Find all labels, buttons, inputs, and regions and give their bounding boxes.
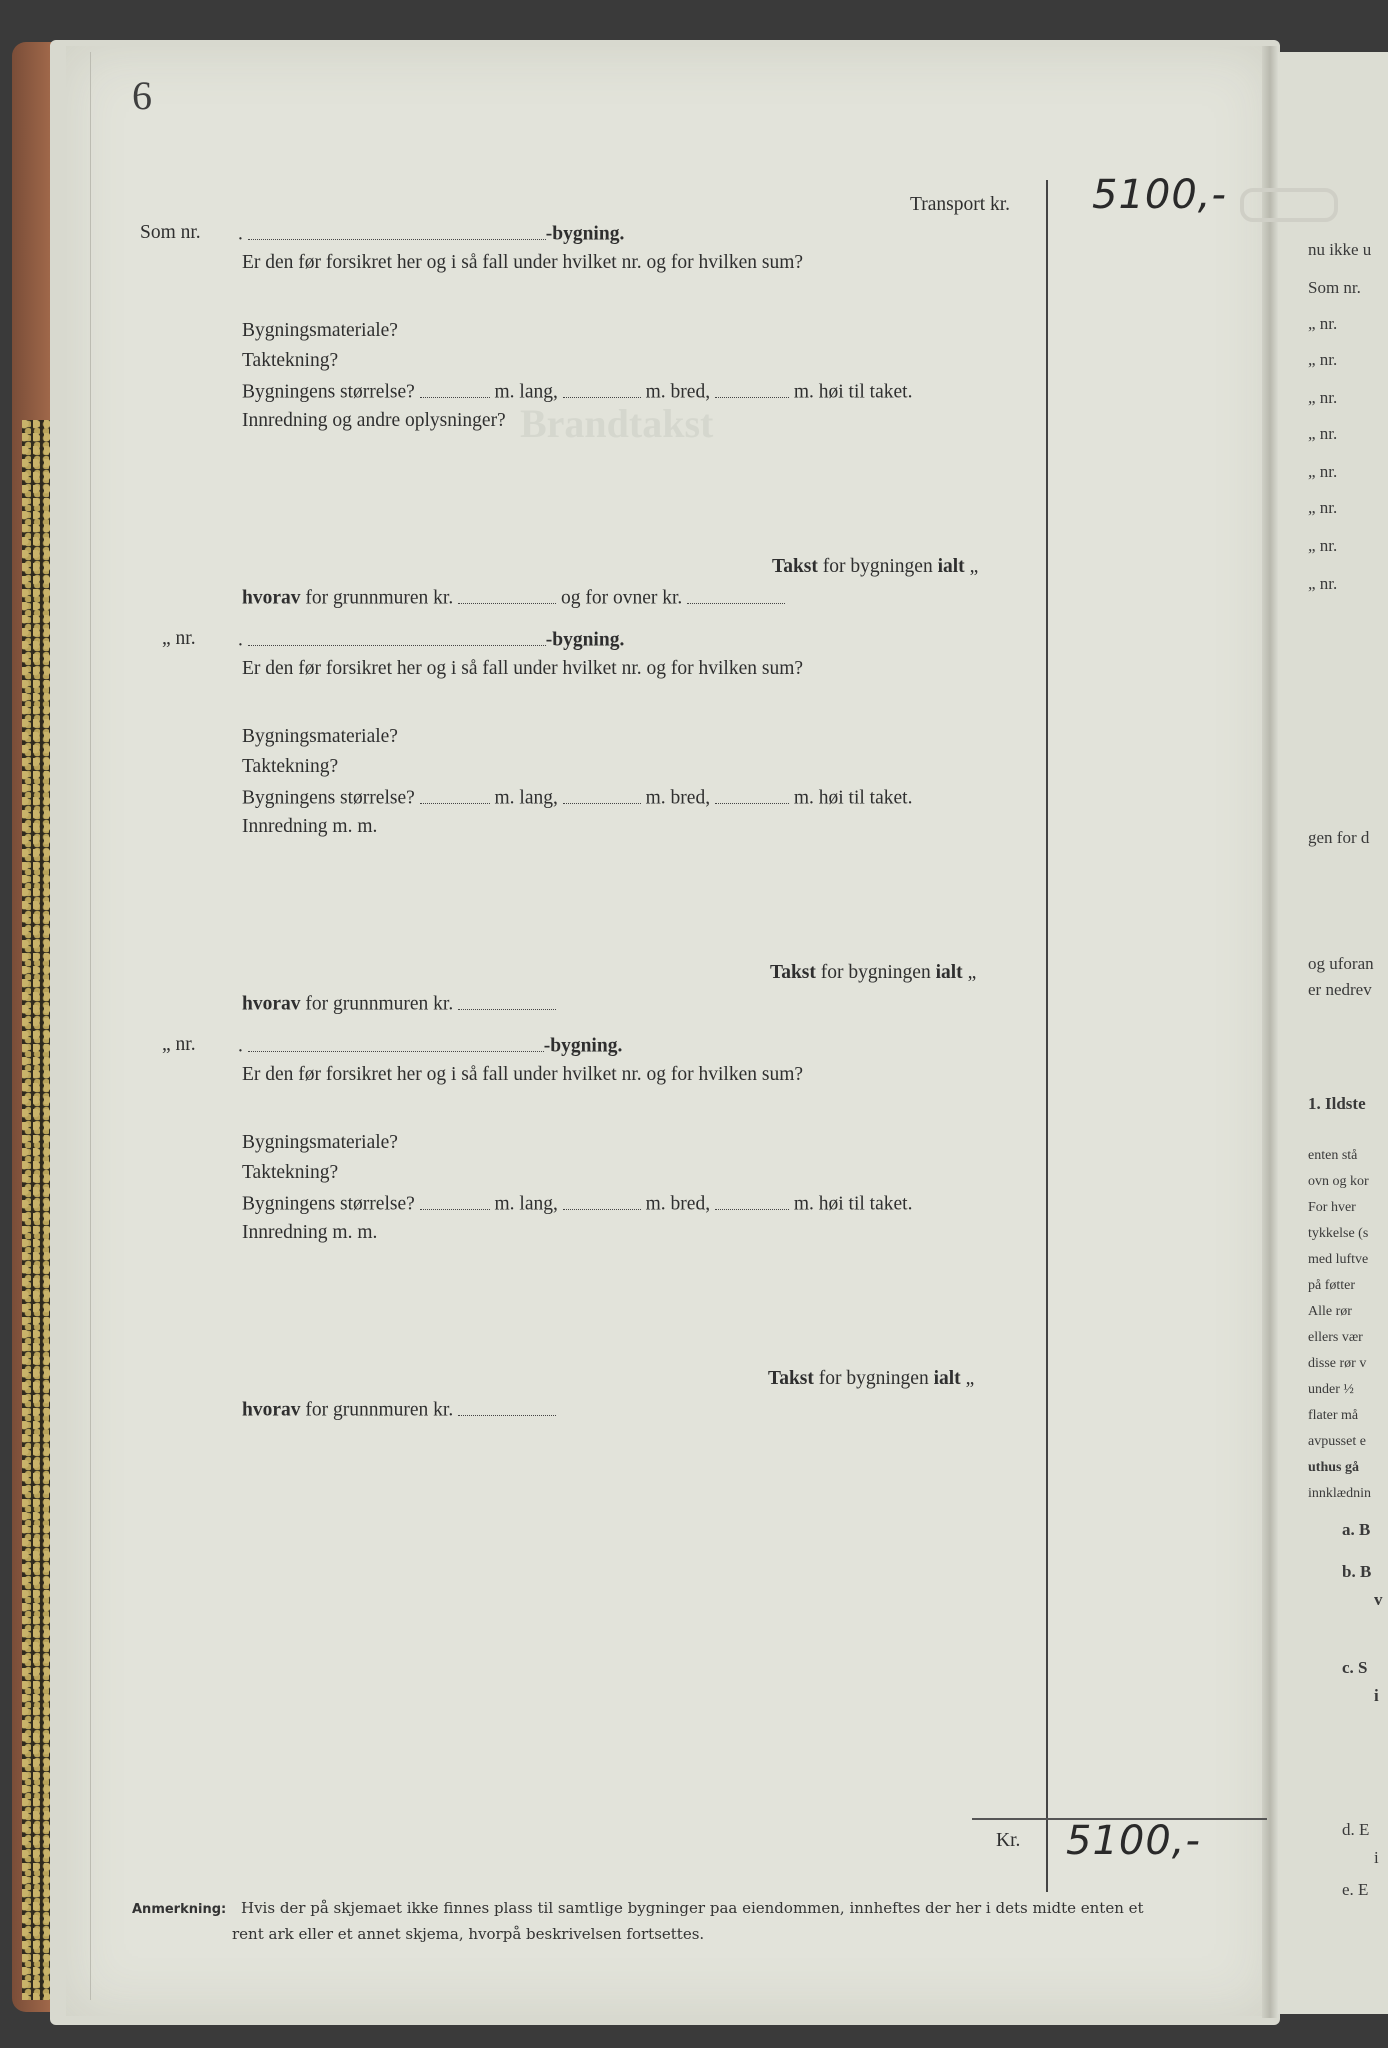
page-number: 6 (132, 73, 152, 118)
rp-line: „ nr. (1308, 388, 1338, 407)
rp-line: gen for d (1308, 828, 1370, 847)
takst-mid: for bygningen (818, 1368, 929, 1389)
rp-line: nu ikke u (1308, 240, 1372, 259)
margin-line (90, 52, 91, 2000)
rp-line: og uforan (1308, 954, 1374, 973)
material-label: Bygningsmateriale? (242, 1132, 398, 1153)
building-suffix: -bygning. (545, 629, 625, 651)
width-unit: m. bred, (645, 787, 711, 809)
height-unit: m. høi til taket. (793, 787, 913, 809)
size-row (242, 380, 912, 404)
rp-line: b. B (1342, 1562, 1372, 1581)
section-prefix: „ nr. (162, 628, 196, 649)
ialt-word: ialt (935, 962, 963, 983)
rp-line: c. S (1342, 1658, 1368, 1677)
grunnmur-label: for grunnmuren kr. (305, 587, 454, 609)
ovner-label: og for ovner kr. (560, 587, 683, 609)
rp-line: innklædnin (1308, 1486, 1372, 1501)
anmerkning-label: Anmerkning: (132, 1902, 227, 1917)
length-unit: m. lang, (494, 381, 558, 403)
total-amount: 5100,- (1066, 1818, 1201, 1864)
material-label: Bygningsmateriale? (242, 726, 398, 747)
hvorav-word: hvorav (242, 1399, 301, 1421)
bleed-through-text: Brandtakst (520, 401, 714, 446)
size-row (242, 786, 912, 810)
building-line: . -bygning. (238, 1035, 623, 1057)
building-suffix: -bygning. (543, 1035, 623, 1057)
building-suffix: -bygning. (545, 223, 625, 245)
ialt-word: ialt (933, 1368, 961, 1389)
size-label: Bygningens størrelse? (242, 787, 415, 809)
size-row (242, 1192, 912, 1216)
takst-word: Takst (768, 1368, 814, 1389)
interior-label: Innredning og andre oplysninger? (242, 410, 506, 431)
roof-label: Taktekning? (242, 756, 339, 777)
rp-line: „ nr. (1308, 498, 1338, 517)
insured-question: Er den før forsikret her og i så fall under hvilket nr. og for hvilken sum? (242, 252, 804, 273)
right-page (1278, 52, 1388, 2014)
ditto-mark: „ (969, 556, 979, 577)
rp-line: e. E (1342, 1880, 1369, 1899)
takst-row (768, 1368, 974, 1390)
rp-line: Alle rør (1308, 1304, 1352, 1319)
grunnmur-label: for grunnmuren kr. (305, 1399, 454, 1421)
rp-line: v (1374, 1590, 1383, 1609)
rp-line: For hver (1308, 1200, 1356, 1215)
hvorav-row (242, 1398, 556, 1422)
binding-string (1240, 188, 1338, 222)
takst-row (770, 962, 976, 984)
hvorav-word: hvorav (242, 587, 301, 609)
width-unit: m. bred, (645, 1193, 711, 1215)
section-prefix: „ nr. (162, 1034, 196, 1055)
rp-line: er nedrev (1308, 980, 1372, 999)
amount-column-rule (1046, 180, 1048, 1892)
transport-amount: 5100,- (1092, 172, 1227, 218)
insured-question: Er den før forsikret her og i så fall under hvilket nr. og for hvilken sum? (242, 658, 804, 679)
rp-line: d. E (1342, 1820, 1370, 1839)
height-unit: m. høi til taket. (793, 381, 913, 403)
roof-label: Taktekning? (242, 350, 339, 371)
size-label: Bygningens størrelse? (242, 1193, 415, 1215)
takst-mid: for bygningen (822, 556, 933, 577)
takst-word: Takst (772, 556, 818, 577)
building-line: . -bygning. (238, 223, 625, 245)
rp-line: enten stå (1308, 1148, 1358, 1163)
rp-line: Som nr. (1308, 278, 1361, 297)
building-line: . -bygning. (238, 629, 625, 651)
rp-line: på føtter (1308, 1278, 1356, 1293)
rp-line: uthus gå (1308, 1460, 1359, 1475)
takst-row (772, 556, 978, 578)
rp-line: under ½ (1308, 1382, 1354, 1397)
rp-line: ellers vær (1308, 1330, 1363, 1345)
rp-line: „ nr. (1308, 350, 1338, 369)
book-gutter (1262, 46, 1278, 2018)
ialt-word: ialt (937, 556, 965, 577)
anmerkning-line-2: rent ark eller et annet skjema, hvorpå beskrivelsen fortsettes. (232, 1925, 705, 1943)
rp-line: „ nr. (1308, 536, 1338, 555)
size-label: Bygningens størrelse? (242, 381, 415, 403)
rp-line: i (1374, 1686, 1379, 1705)
rp-line: 1. Ildste (1308, 1094, 1366, 1113)
height-unit: m. høi til taket. (793, 1193, 913, 1215)
hvorav-row (242, 992, 556, 1016)
transport-label: Transport kr. (910, 194, 1011, 215)
rp-line: avpusset e (1308, 1434, 1366, 1449)
length-unit: m. lang, (494, 787, 558, 809)
rp-line: flater må (1308, 1408, 1359, 1423)
roof-label: Taktekning? (242, 1162, 339, 1183)
rp-line: i (1374, 1848, 1379, 1867)
rp-line: „ nr. (1308, 314, 1338, 333)
hvorav-row (242, 586, 785, 610)
rp-line: med luftve (1308, 1252, 1369, 1267)
rp-line: tykkelse (s (1308, 1226, 1369, 1241)
rp-line: disse rør v (1308, 1356, 1367, 1371)
section-prefix: Som nr. (140, 222, 201, 243)
width-unit: m. bred, (645, 381, 711, 403)
total-label: Kr. (996, 1830, 1021, 1851)
rp-line: „ nr. (1308, 462, 1338, 481)
rp-line: ovn og kor (1308, 1174, 1369, 1189)
takst-word: Takst (770, 962, 816, 983)
material-label: Bygningsmateriale? (242, 320, 398, 341)
takst-mid: for bygningen (820, 962, 931, 983)
ditto-mark: „ (965, 1368, 975, 1389)
anmerkning-note (132, 1896, 1212, 1946)
rp-line: a. B (1342, 1520, 1371, 1539)
ditto-mark: „ (967, 962, 977, 983)
insured-question: Er den før forsikret her og i så fall under hvilket nr. og for hvilken sum? (242, 1064, 804, 1085)
anmerkning-line-1: Hvis der på skjemaet ikke finnes plass til samtlige bygninger paa eiendommen, innheftes der her i dets midte enten et (241, 1899, 1144, 1917)
rp-line: „ nr. (1308, 574, 1338, 593)
interior-label: Innredning m. m. (242, 816, 378, 837)
hvorav-word: hvorav (242, 993, 301, 1015)
rp-line: „ nr. (1308, 424, 1338, 443)
length-unit: m. lang, (494, 1193, 558, 1215)
grunnmur-label: for grunnmuren kr. (305, 993, 454, 1015)
interior-label: Innredning m. m. (242, 1222, 378, 1243)
